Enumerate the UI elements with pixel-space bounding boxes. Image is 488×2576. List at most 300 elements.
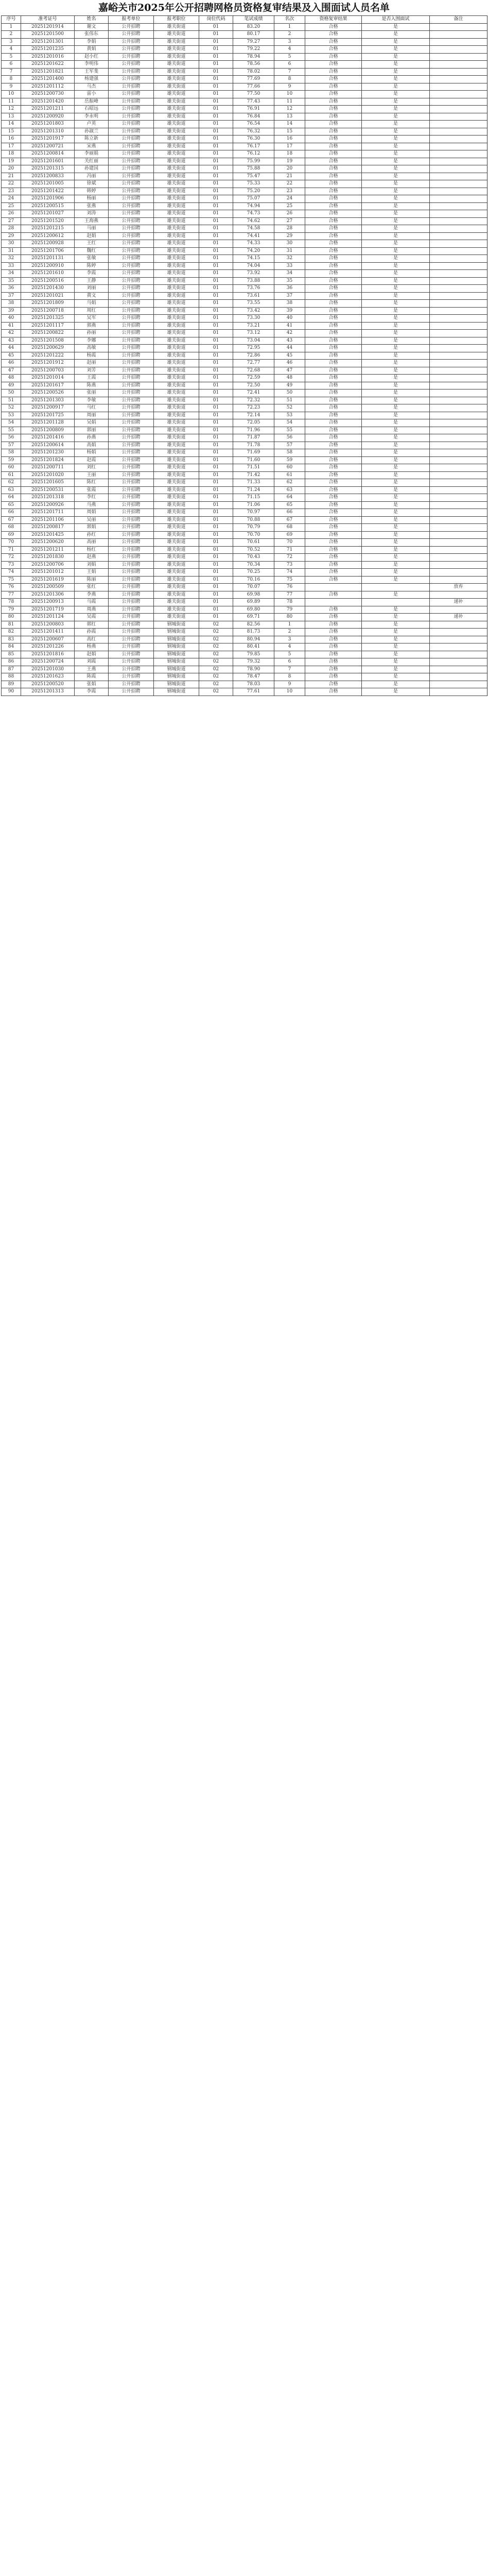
cell-post-code: 01 <box>199 576 233 584</box>
cell-position: 雄关街道 <box>154 419 199 427</box>
cell-review-result: 合格 <box>305 486 362 494</box>
cell-position: 雄关街道 <box>154 315 199 323</box>
cell-ticket-no: 20251201824 <box>21 456 75 464</box>
cell-remark <box>430 121 487 128</box>
cell-score: 76.91 <box>233 106 274 113</box>
cell-position: 雄关街道 <box>154 584 199 591</box>
cell-name: 赵燕 <box>75 554 109 562</box>
cell-index: 13 <box>2 113 21 121</box>
cell-interview: 是 <box>362 91 430 98</box>
cell-rank: 14 <box>274 121 305 128</box>
cell-score: 70.79 <box>233 524 274 532</box>
table-row <box>2 651 487 658</box>
cell-score: 74.94 <box>233 202 274 210</box>
cell-name: 李霞 <box>75 270 109 278</box>
cell-remark <box>430 150 487 158</box>
table-row <box>2 397 487 404</box>
header-cell: 笔试成绩 <box>233 16 274 24</box>
cell-rank: 1 <box>274 621 305 629</box>
cell-ticket-no: 20251201301 <box>21 38 75 46</box>
cell-post-code: 01 <box>199 419 233 427</box>
cell-score: 79.27 <box>233 38 274 46</box>
cell-ticket-no: 20251201112 <box>21 83 75 91</box>
cell-position: 雄关街道 <box>154 61 199 69</box>
cell-remark <box>430 658 487 666</box>
cell-unit: 公开招聘 <box>109 173 154 180</box>
cell-index: 63 <box>2 486 21 494</box>
cell-ticket-no: 20251201622 <box>21 61 75 69</box>
cell-name: 王娟 <box>75 569 109 577</box>
cell-unit: 公开招聘 <box>109 217 154 225</box>
cell-name: 王静 <box>75 277 109 285</box>
cell-unit: 公开招聘 <box>109 113 154 121</box>
cell-index: 77 <box>2 591 21 599</box>
cell-position: 雄关街道 <box>154 471 199 479</box>
cell-index: 19 <box>2 158 21 165</box>
cell-name: 高丽 <box>75 539 109 547</box>
cell-score: 74.41 <box>233 232 274 240</box>
cell-name: 吴娟 <box>75 419 109 427</box>
cell-review-result: 合格 <box>305 345 362 352</box>
cell-index: 39 <box>2 307 21 315</box>
cell-unit: 公开招聘 <box>109 524 154 532</box>
cell-ticket-no: 20251201623 <box>21 673 75 681</box>
cell-ticket-no: 20251201422 <box>21 188 75 195</box>
cell-remark <box>430 427 487 434</box>
cell-ticket-no: 20251201131 <box>21 255 75 263</box>
cell-review-result: 合格 <box>305 434 362 442</box>
cell-remark <box>430 23 487 31</box>
table-row <box>2 38 487 46</box>
cell-unit: 公开招聘 <box>109 188 154 195</box>
cell-name: 黄娟 <box>75 46 109 54</box>
cell-post-code: 01 <box>199 210 233 218</box>
cell-unit: 公开招聘 <box>109 330 154 337</box>
cell-name: 王丽 <box>75 471 109 479</box>
cell-index: 17 <box>2 143 21 150</box>
cell-unit: 公开招聘 <box>109 292 154 300</box>
cell-rank: 6 <box>274 61 305 69</box>
cell-rank: 54 <box>274 419 305 427</box>
table-row <box>2 232 487 240</box>
cell-position: 钢城街道 <box>154 636 199 643</box>
cell-interview: 是 <box>362 307 430 315</box>
cell-position: 钢城街道 <box>154 688 199 696</box>
cell-name: 赵小红 <box>75 53 109 61</box>
cell-name: 马红 <box>75 404 109 412</box>
cell-remark <box>430 255 487 263</box>
cell-ticket-no: 20251201310 <box>21 128 75 135</box>
cell-review-result: 合格 <box>305 270 362 278</box>
cell-ticket-no: 20251200910 <box>21 262 75 270</box>
table-row <box>2 554 487 562</box>
cell-score: 74.73 <box>233 210 274 218</box>
cell-remark <box>430 486 487 494</box>
table-row <box>2 584 487 591</box>
cell-unit: 公开招聘 <box>109 165 154 173</box>
cell-position: 雄关街道 <box>154 479 199 487</box>
cell-ticket-no: 20251201226 <box>21 643 75 651</box>
cell-post-code: 02 <box>199 621 233 629</box>
cell-unit: 公开招聘 <box>109 629 154 636</box>
cell-interview: 是 <box>362 106 430 113</box>
cell-remark <box>430 180 487 188</box>
cell-index: 25 <box>2 202 21 210</box>
cell-post-code: 01 <box>199 501 233 509</box>
cell-unit: 公开招聘 <box>109 419 154 427</box>
cell-interview: 是 <box>362 621 430 629</box>
cell-ticket-no: 20251200620 <box>21 539 75 547</box>
cell-rank: 42 <box>274 330 305 337</box>
cell-position: 雄关街道 <box>154 277 199 285</box>
cell-remark <box>430 375 487 382</box>
cell-rank: 48 <box>274 375 305 382</box>
cell-rank: 58 <box>274 449 305 457</box>
cell-position: 钢城街道 <box>154 643 199 651</box>
cell-name: 王海燕 <box>75 217 109 225</box>
cell-interview: 是 <box>362 404 430 412</box>
cell-post-code: 01 <box>199 554 233 562</box>
cell-unit: 公开招聘 <box>109 464 154 472</box>
cell-score: 75.47 <box>233 173 274 180</box>
cell-ticket-no: 20251201128 <box>21 419 75 427</box>
cell-unit: 公开招聘 <box>109 322 154 330</box>
cell-unit: 公开招聘 <box>109 531 154 539</box>
cell-post-code: 01 <box>199 143 233 150</box>
cell-score: 72.86 <box>233 352 274 360</box>
table-row <box>2 412 487 419</box>
cell-index: 87 <box>2 666 21 673</box>
cell-ticket-no: 20251201211 <box>21 106 75 113</box>
cell-position: 雄关街道 <box>154 135 199 143</box>
cell-position: 雄关街道 <box>154 591 199 599</box>
cell-position: 雄关街道 <box>154 217 199 225</box>
cell-interview: 是 <box>362 606 430 614</box>
cell-unit: 公开招聘 <box>109 539 154 547</box>
cell-index: 74 <box>2 569 21 577</box>
cell-score: 73.92 <box>233 270 274 278</box>
cell-score: 73.30 <box>233 315 274 323</box>
cell-score: 73.88 <box>233 277 274 285</box>
cell-interview: 是 <box>362 651 430 658</box>
cell-remark <box>430 345 487 352</box>
cell-post-code: 01 <box>199 404 233 412</box>
cell-ticket-no: 20251201610 <box>21 270 75 278</box>
cell-position: 雄关街道 <box>154 524 199 532</box>
cell-ticket-no: 20251201617 <box>21 382 75 389</box>
cell-name: 张霞 <box>75 486 109 494</box>
cell-rank: 22 <box>274 180 305 188</box>
cell-score: 76.17 <box>233 143 274 150</box>
cell-ticket-no: 20251201014 <box>21 375 75 382</box>
cell-post-code: 01 <box>199 471 233 479</box>
cell-unit: 公开招聘 <box>109 516 154 524</box>
cell-rank: 15 <box>274 128 305 135</box>
cell-name: 马霞 <box>75 599 109 606</box>
cell-position: 雄关街道 <box>154 561 199 569</box>
cell-index: 90 <box>2 688 21 696</box>
cell-interview: 是 <box>362 434 430 442</box>
cell-unit: 公开招聘 <box>109 180 154 188</box>
cell-ticket-no: 20251200814 <box>21 150 75 158</box>
cell-index: 18 <box>2 150 21 158</box>
cell-interview: 是 <box>362 345 430 352</box>
cell-unit: 公开招聘 <box>109 479 154 487</box>
table-row <box>2 404 487 412</box>
cell-unit: 公开招聘 <box>109 91 154 98</box>
cell-index: 66 <box>2 509 21 517</box>
table-row <box>2 143 487 150</box>
cell-ticket-no: 20251201306 <box>21 591 75 599</box>
cell-post-code: 01 <box>199 113 233 121</box>
cell-unit: 公开招聘 <box>109 46 154 54</box>
cell-review-result: 合格 <box>305 367 362 375</box>
cell-post-code: 01 <box>199 202 233 210</box>
cell-review-result: 合格 <box>305 397 362 404</box>
table-row <box>2 53 487 61</box>
cell-score: 78.90 <box>233 666 274 673</box>
cell-remark <box>430 31 487 39</box>
cell-position: 雄关街道 <box>154 98 199 106</box>
cell-score: 73.42 <box>233 307 274 315</box>
table-row <box>2 135 487 143</box>
cell-name: 徐斌 <box>75 180 109 188</box>
cell-remark <box>430 68 487 76</box>
cell-interview: 是 <box>362 83 430 91</box>
cell-interview: 是 <box>362 68 430 76</box>
cell-position: 雄关街道 <box>154 180 199 188</box>
cell-index: 28 <box>2 225 21 233</box>
cell-post-code: 01 <box>199 516 233 524</box>
table-row <box>2 576 487 584</box>
cell-score: 70.97 <box>233 509 274 517</box>
cell-ticket-no: 20251201500 <box>21 31 75 39</box>
cell-index: 24 <box>2 195 21 203</box>
table-row <box>2 352 487 360</box>
cell-post-code: 01 <box>199 38 233 46</box>
cell-position: 雄关街道 <box>154 113 199 121</box>
cell-rank: 35 <box>274 277 305 285</box>
table-row <box>2 247 487 255</box>
cell-ticket-no: 20251200822 <box>21 330 75 337</box>
cell-review-result: 合格 <box>305 113 362 121</box>
cell-review-result: 合格 <box>305 23 362 31</box>
cell-review-result: 合格 <box>305 352 362 360</box>
cell-name: 魏红 <box>75 247 109 255</box>
cell-remark <box>430 382 487 389</box>
table-row <box>2 240 487 248</box>
cell-post-code: 01 <box>199 31 233 39</box>
cell-post-code: 01 <box>199 546 233 554</box>
cell-review-result: 合格 <box>305 546 362 554</box>
cell-index: 88 <box>2 673 21 681</box>
cell-name: 王燕 <box>75 666 109 673</box>
cell-name: 孙红 <box>75 531 109 539</box>
cell-name: 王红 <box>75 240 109 248</box>
cell-ticket-no: 20251201821 <box>21 68 75 76</box>
cell-review-result: 合格 <box>305 524 362 532</box>
cell-review-result: 合格 <box>305 322 362 330</box>
cell-remark <box>430 210 487 218</box>
cell-ticket-no: 20251200928 <box>21 240 75 248</box>
cell-post-code: 01 <box>199 315 233 323</box>
cell-score: 77.69 <box>233 76 274 83</box>
cell-name: 郭燕 <box>75 322 109 330</box>
cell-remark <box>430 292 487 300</box>
header-cell: 序号 <box>2 16 21 24</box>
cell-post-code: 01 <box>199 195 233 203</box>
cell-unit: 公开招聘 <box>109 106 154 113</box>
cell-name: 石昭远 <box>75 106 109 113</box>
cell-score: 73.61 <box>233 292 274 300</box>
cell-name: 张娟 <box>75 681 109 688</box>
cell-position: 雄关街道 <box>154 53 199 61</box>
cell-name: 陈丽 <box>75 576 109 584</box>
cell-score: 76.54 <box>233 121 274 128</box>
cell-post-code: 01 <box>199 53 233 61</box>
cell-unit: 公开招聘 <box>109 150 154 158</box>
cell-rank: 79 <box>274 606 305 614</box>
cell-post-code: 01 <box>199 337 233 345</box>
cell-position: 雄关街道 <box>154 389 199 397</box>
table-row <box>2 307 487 315</box>
cell-name: 郭丽 <box>75 427 109 434</box>
cell-unit: 公开招聘 <box>109 412 154 419</box>
cell-interview: 是 <box>362 456 430 464</box>
cell-rank: 62 <box>274 479 305 487</box>
cell-review-result: 合格 <box>305 262 362 270</box>
cell-position: 雄关街道 <box>154 546 199 554</box>
cell-remark <box>430 471 487 479</box>
cell-interview: 是 <box>362 322 430 330</box>
cell-rank: 64 <box>274 494 305 502</box>
cell-position: 雄关街道 <box>154 330 199 337</box>
cell-interview: 是 <box>362 240 430 248</box>
cell-rank: 27 <box>274 217 305 225</box>
cell-interview: 是 <box>362 486 430 494</box>
cell-index: 72 <box>2 554 21 562</box>
cell-interview: 是 <box>362 501 430 509</box>
cell-remark <box>430 158 487 165</box>
cell-name: 周丽 <box>75 412 109 419</box>
cell-position: 雄关街道 <box>154 76 199 83</box>
cell-ticket-no: 20251201400 <box>21 76 75 83</box>
cell-index: 31 <box>2 247 21 255</box>
cell-index: 86 <box>2 658 21 666</box>
cell-post-code: 01 <box>199 91 233 98</box>
cell-review-result: 合格 <box>305 285 362 293</box>
cell-interview: 是 <box>362 262 430 270</box>
cell-review-result: 合格 <box>305 456 362 464</box>
cell-index: 45 <box>2 352 21 360</box>
cell-index: 57 <box>2 442 21 449</box>
cell-index: 16 <box>2 135 21 143</box>
cell-remark <box>430 135 487 143</box>
cell-ticket-no: 20251201230 <box>21 449 75 457</box>
cell-post-code: 01 <box>199 531 233 539</box>
cell-review-result: 合格 <box>305 330 362 337</box>
cell-position: 钢城街道 <box>154 629 199 636</box>
cell-rank: 29 <box>274 232 305 240</box>
cell-position: 雄关街道 <box>154 300 199 308</box>
cell-review-result: 合格 <box>305 629 362 636</box>
cell-unit: 公开招聘 <box>109 352 154 360</box>
table-row <box>2 666 487 673</box>
cell-interview: 是 <box>362 494 430 502</box>
header-cell: 名次 <box>274 16 305 24</box>
cell-interview: 是 <box>362 165 430 173</box>
cell-remark <box>430 434 487 442</box>
cell-position: 雄关街道 <box>154 397 199 404</box>
cell-review-result: 合格 <box>305 98 362 106</box>
cell-position: 雄关街道 <box>154 360 199 367</box>
cell-remark <box>430 330 487 337</box>
cell-index: 11 <box>2 98 21 106</box>
cell-rank: 67 <box>274 516 305 524</box>
cell-position: 雄关街道 <box>154 270 199 278</box>
cell-index: 10 <box>2 91 21 98</box>
cell-name: 赵娟 <box>75 651 109 658</box>
cell-remark <box>430 479 487 487</box>
cell-score: 69.89 <box>233 599 274 606</box>
cell-ticket-no: 20251200718 <box>21 307 75 315</box>
cell-rank: 20 <box>274 165 305 173</box>
cell-remark: 放弃 <box>430 584 487 591</box>
cell-interview: 是 <box>362 442 430 449</box>
cell-position: 雄关街道 <box>154 31 199 39</box>
cell-interview: 是 <box>362 531 430 539</box>
cell-index: 27 <box>2 217 21 225</box>
cell-index: 48 <box>2 375 21 382</box>
cell-position: 钢城街道 <box>154 651 199 658</box>
cell-review-result: 合格 <box>305 46 362 54</box>
cell-unit: 公开招聘 <box>109 225 154 233</box>
cell-remark <box>430 673 487 681</box>
table-row <box>2 531 487 539</box>
cell-post-code: 01 <box>199 412 233 419</box>
cell-position: 雄关街道 <box>154 554 199 562</box>
cell-post-code: 01 <box>199 135 233 143</box>
table-row <box>2 113 487 121</box>
cell-unit: 公开招聘 <box>109 397 154 404</box>
cell-post-code: 01 <box>199 494 233 502</box>
cell-index: 80 <box>2 614 21 621</box>
cell-interview: 是 <box>362 202 430 210</box>
cell-post-code: 01 <box>199 277 233 285</box>
cell-review-result: 合格 <box>305 38 362 46</box>
cell-unit: 公开招聘 <box>109 456 154 464</box>
table-row <box>2 217 487 225</box>
cell-unit: 公开招聘 <box>109 128 154 135</box>
cell-score: 76.84 <box>233 113 274 121</box>
cell-rank: 33 <box>274 262 305 270</box>
cell-rank: 11 <box>274 98 305 106</box>
table-row <box>2 688 487 696</box>
cell-ticket-no: 20251200920 <box>21 113 75 121</box>
table-row <box>2 494 487 502</box>
cell-rank: 63 <box>274 486 305 494</box>
cell-post-code: 01 <box>199 486 233 494</box>
cell-review-result: 合格 <box>305 375 362 382</box>
cell-review-result: 合格 <box>305 277 362 285</box>
table-row <box>2 91 487 98</box>
cell-interview: 是 <box>362 367 430 375</box>
cell-review-result: 合格 <box>305 195 362 203</box>
cell-name: 马丽 <box>75 225 109 233</box>
cell-unit: 公开招聘 <box>109 427 154 434</box>
cell-interview: 是 <box>362 277 430 285</box>
cell-post-code: 01 <box>199 509 233 517</box>
